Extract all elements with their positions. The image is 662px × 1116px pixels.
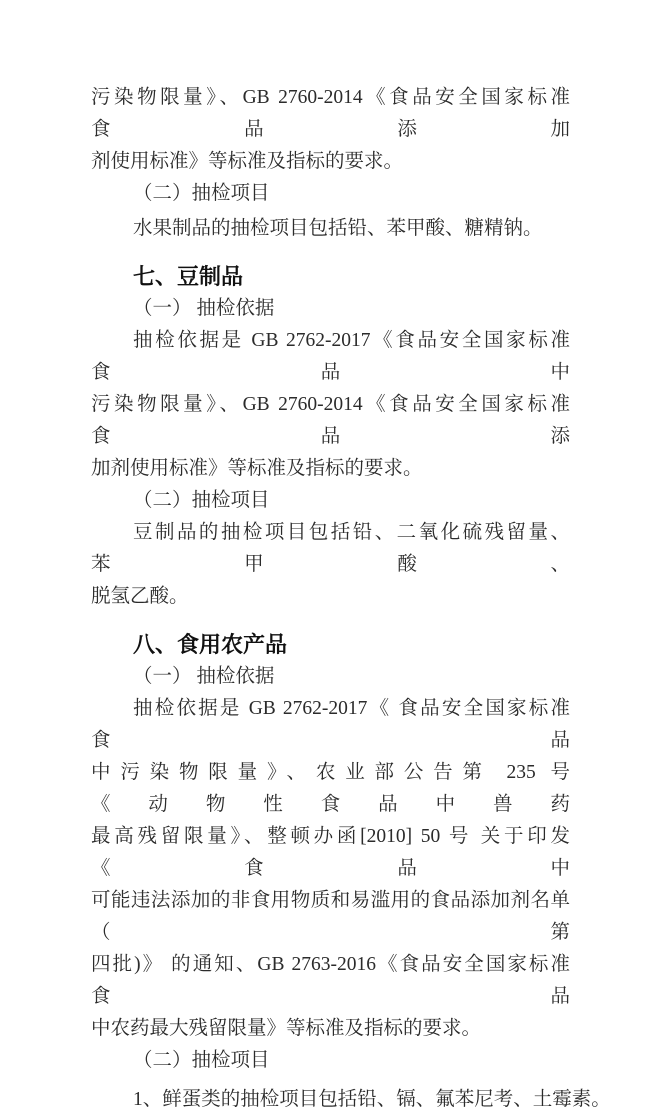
text-line: 加剂使用标准》等标准及指标的要求。 (91, 458, 423, 479)
subsection-label: （二）抽检项目 (133, 490, 270, 511)
subsection-label: （二）抽检项目 (133, 1050, 270, 1071)
text-line: 污染物限量》、GB 2760-2014《食品安全国家标准 食品添 (91, 394, 570, 447)
subsection-label: （一） 抽检依据 (133, 666, 275, 687)
text-line: 中农药最大残留限量》等标准及指标的要求。 (91, 1018, 482, 1039)
section-heading: 七、豆制品 (133, 264, 244, 289)
text-line: 污染物限量》、GB 2760-2014《食品安全国家标准 食品添加 (91, 87, 570, 140)
subsection-label: （一） 抽检依据 (133, 298, 275, 319)
text-line: 抽检依据是 GB 2762-2017《 食品安全国家标准 食品 (91, 698, 570, 751)
text-line: 中污染物限量》、农业部公告第 235 号《动物性食品中兽药 (91, 762, 570, 815)
text-line: 剂使用标准》等标准及指标的要求。 (91, 151, 404, 172)
text-line: 四批)》 的通知、GB 2763-2016《食品安全国家标准 食品 (91, 954, 570, 1007)
text-line: 最高残留限量》、整顿办函[2010] 50 号 关于印发《食品中 (91, 826, 570, 879)
subsection-label: （二）抽检项目 (133, 183, 270, 204)
text-line: 脱氢乙酸。 (91, 586, 189, 607)
text-line: 抽检依据是 GB 2762-2017《食品安全国家标准 食品中 (91, 330, 570, 383)
text-line: 可能违法添加的非食用物质和易滥用的食品添加剂名单（第 (91, 890, 570, 943)
text-line: 1、鲜蛋类的抽检项目包括铅、镉、氟苯尼考、土霉素。 (133, 1089, 611, 1110)
section-heading: 八、食用农产品 (133, 632, 288, 657)
text-line: 水果制品的抽检项目包括铅、苯甲酸、糖精钠。 (133, 218, 543, 239)
text-line: 豆制品的抽检项目包括铅、二氧化硫残留量、苯甲酸、 (91, 522, 570, 575)
